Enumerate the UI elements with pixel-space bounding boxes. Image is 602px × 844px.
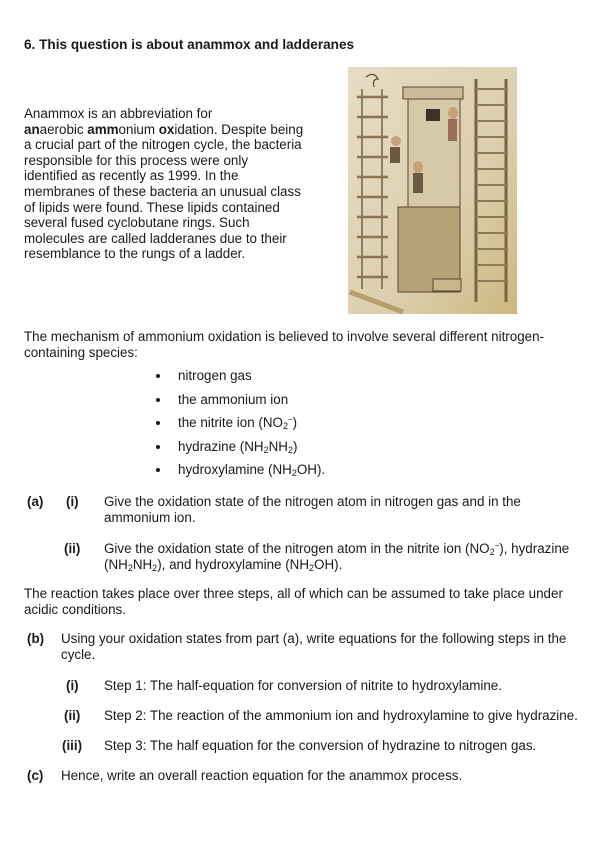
part-b-i-label: (i) [66, 678, 79, 693]
part-b-i-text: Step 1: The half-equation for conversion of nitrite to hydroxylamine. [104, 678, 502, 693]
species-text: hydrazine (NH [178, 438, 264, 454]
text: ), hydrazine [499, 541, 570, 556]
intro-bold-an: an [24, 121, 40, 137]
species-text: OH). [296, 462, 326, 477]
question-title: 6. This question is about anammox and ladderanes [24, 37, 355, 52]
subscript: 2 [152, 563, 158, 573]
part-a-ii-text [104, 541, 584, 573]
part-b-iii-text: Step 3: The half equation for the conversion of hydrazine to nitrogen gas. [104, 738, 537, 753]
species-list [156, 368, 325, 486]
intro-bold-ox: ox [158, 121, 175, 137]
part-b-iii-label: (iii) [62, 738, 83, 753]
intro-line1: Anammox is an abbreviation for [24, 106, 213, 121]
bullet-icon [156, 421, 160, 425]
subscript: 2 [263, 444, 269, 455]
subscript: 2 [127, 563, 133, 573]
species-text: ) [292, 415, 298, 430]
bullet-icon [156, 398, 160, 402]
part-c-label: (c) [27, 768, 44, 783]
part-a-label: (a) [27, 494, 44, 509]
species-text: NH [268, 438, 288, 454]
intro-text: onium [118, 121, 159, 137]
subscript: 2 [489, 547, 495, 557]
species-text: hydroxylamine (NH [178, 462, 292, 477]
intro-text: idation. Despite being a crucial part of the nitrogen cycle, the bacteria responsible for this process were only identified as recently as 1999. In the membranes of these bacteria an unusual class of lipids were found. These lipids contained several fused cyclobutane rings. Such molecules are called ladderanes due to their resemblance to the rungs of a ladder. [24, 121, 304, 262]
part-a-i-label: (i) [66, 494, 79, 509]
superscript: − [494, 541, 500, 550]
text: (NH [104, 557, 128, 572]
list-item [156, 368, 325, 392]
bullet-icon [156, 374, 160, 378]
text: Give the oxidation state of the nitrogen atom in the nitrite ion (NO [104, 541, 490, 556]
reaction-paragraph: The reaction takes place over three steps, all of which can be assumed to take place under acidic conditions. [24, 586, 563, 617]
subscript: 2 [291, 468, 297, 478]
text: NH [132, 557, 153, 572]
part-b-ii-text: Step 2: The reaction of the ammonium ion and hydroxylamine to give hydrazine. [104, 708, 578, 723]
subscript: 2 [282, 421, 288, 431]
intro-text: aerobic [39, 121, 88, 137]
text: ), and hydroxylamine (NH [157, 557, 310, 572]
part-b-label: (b) [27, 631, 45, 646]
list-item [156, 392, 325, 416]
part-b-text: Using your oxidation states from part (a), write equations for the following steps in the cycle. [61, 631, 567, 662]
species-text: the nitrite ion (NO [178, 415, 283, 430]
subscript: 2 [309, 563, 315, 573]
intro-paragraph [24, 106, 304, 262]
intro-bold-amm: amm [87, 121, 119, 137]
superscript: − [287, 415, 293, 424]
subscript: 2 [287, 444, 293, 455]
illustration-svg [348, 67, 517, 314]
bullet-icon [156, 445, 160, 449]
mechanism-paragraph: The mechanism of ammonium oxidation is believed to involve several different nitrogen-containing species: [24, 329, 545, 360]
bullet-icon [156, 468, 160, 472]
part-a-ii-label: (ii) [64, 541, 81, 556]
ladder-tower-illustration [348, 67, 517, 314]
part-b-ii-label: (ii) [64, 708, 81, 723]
part-a-i-text: Give the oxidation state of the nitrogen atom in nitrogen gas and in the ammonium ion. [104, 494, 521, 525]
species-text: nitrogen gas [178, 368, 252, 383]
list-item [156, 415, 325, 439]
text: OH). [314, 557, 343, 572]
part-c-text: Hence, write an overall reaction equation for the anammox process. [61, 768, 463, 783]
list-item [156, 439, 325, 463]
list-item [156, 462, 325, 486]
species-text: ) [292, 438, 298, 454]
species-text: the ammonium ion [178, 391, 289, 407]
